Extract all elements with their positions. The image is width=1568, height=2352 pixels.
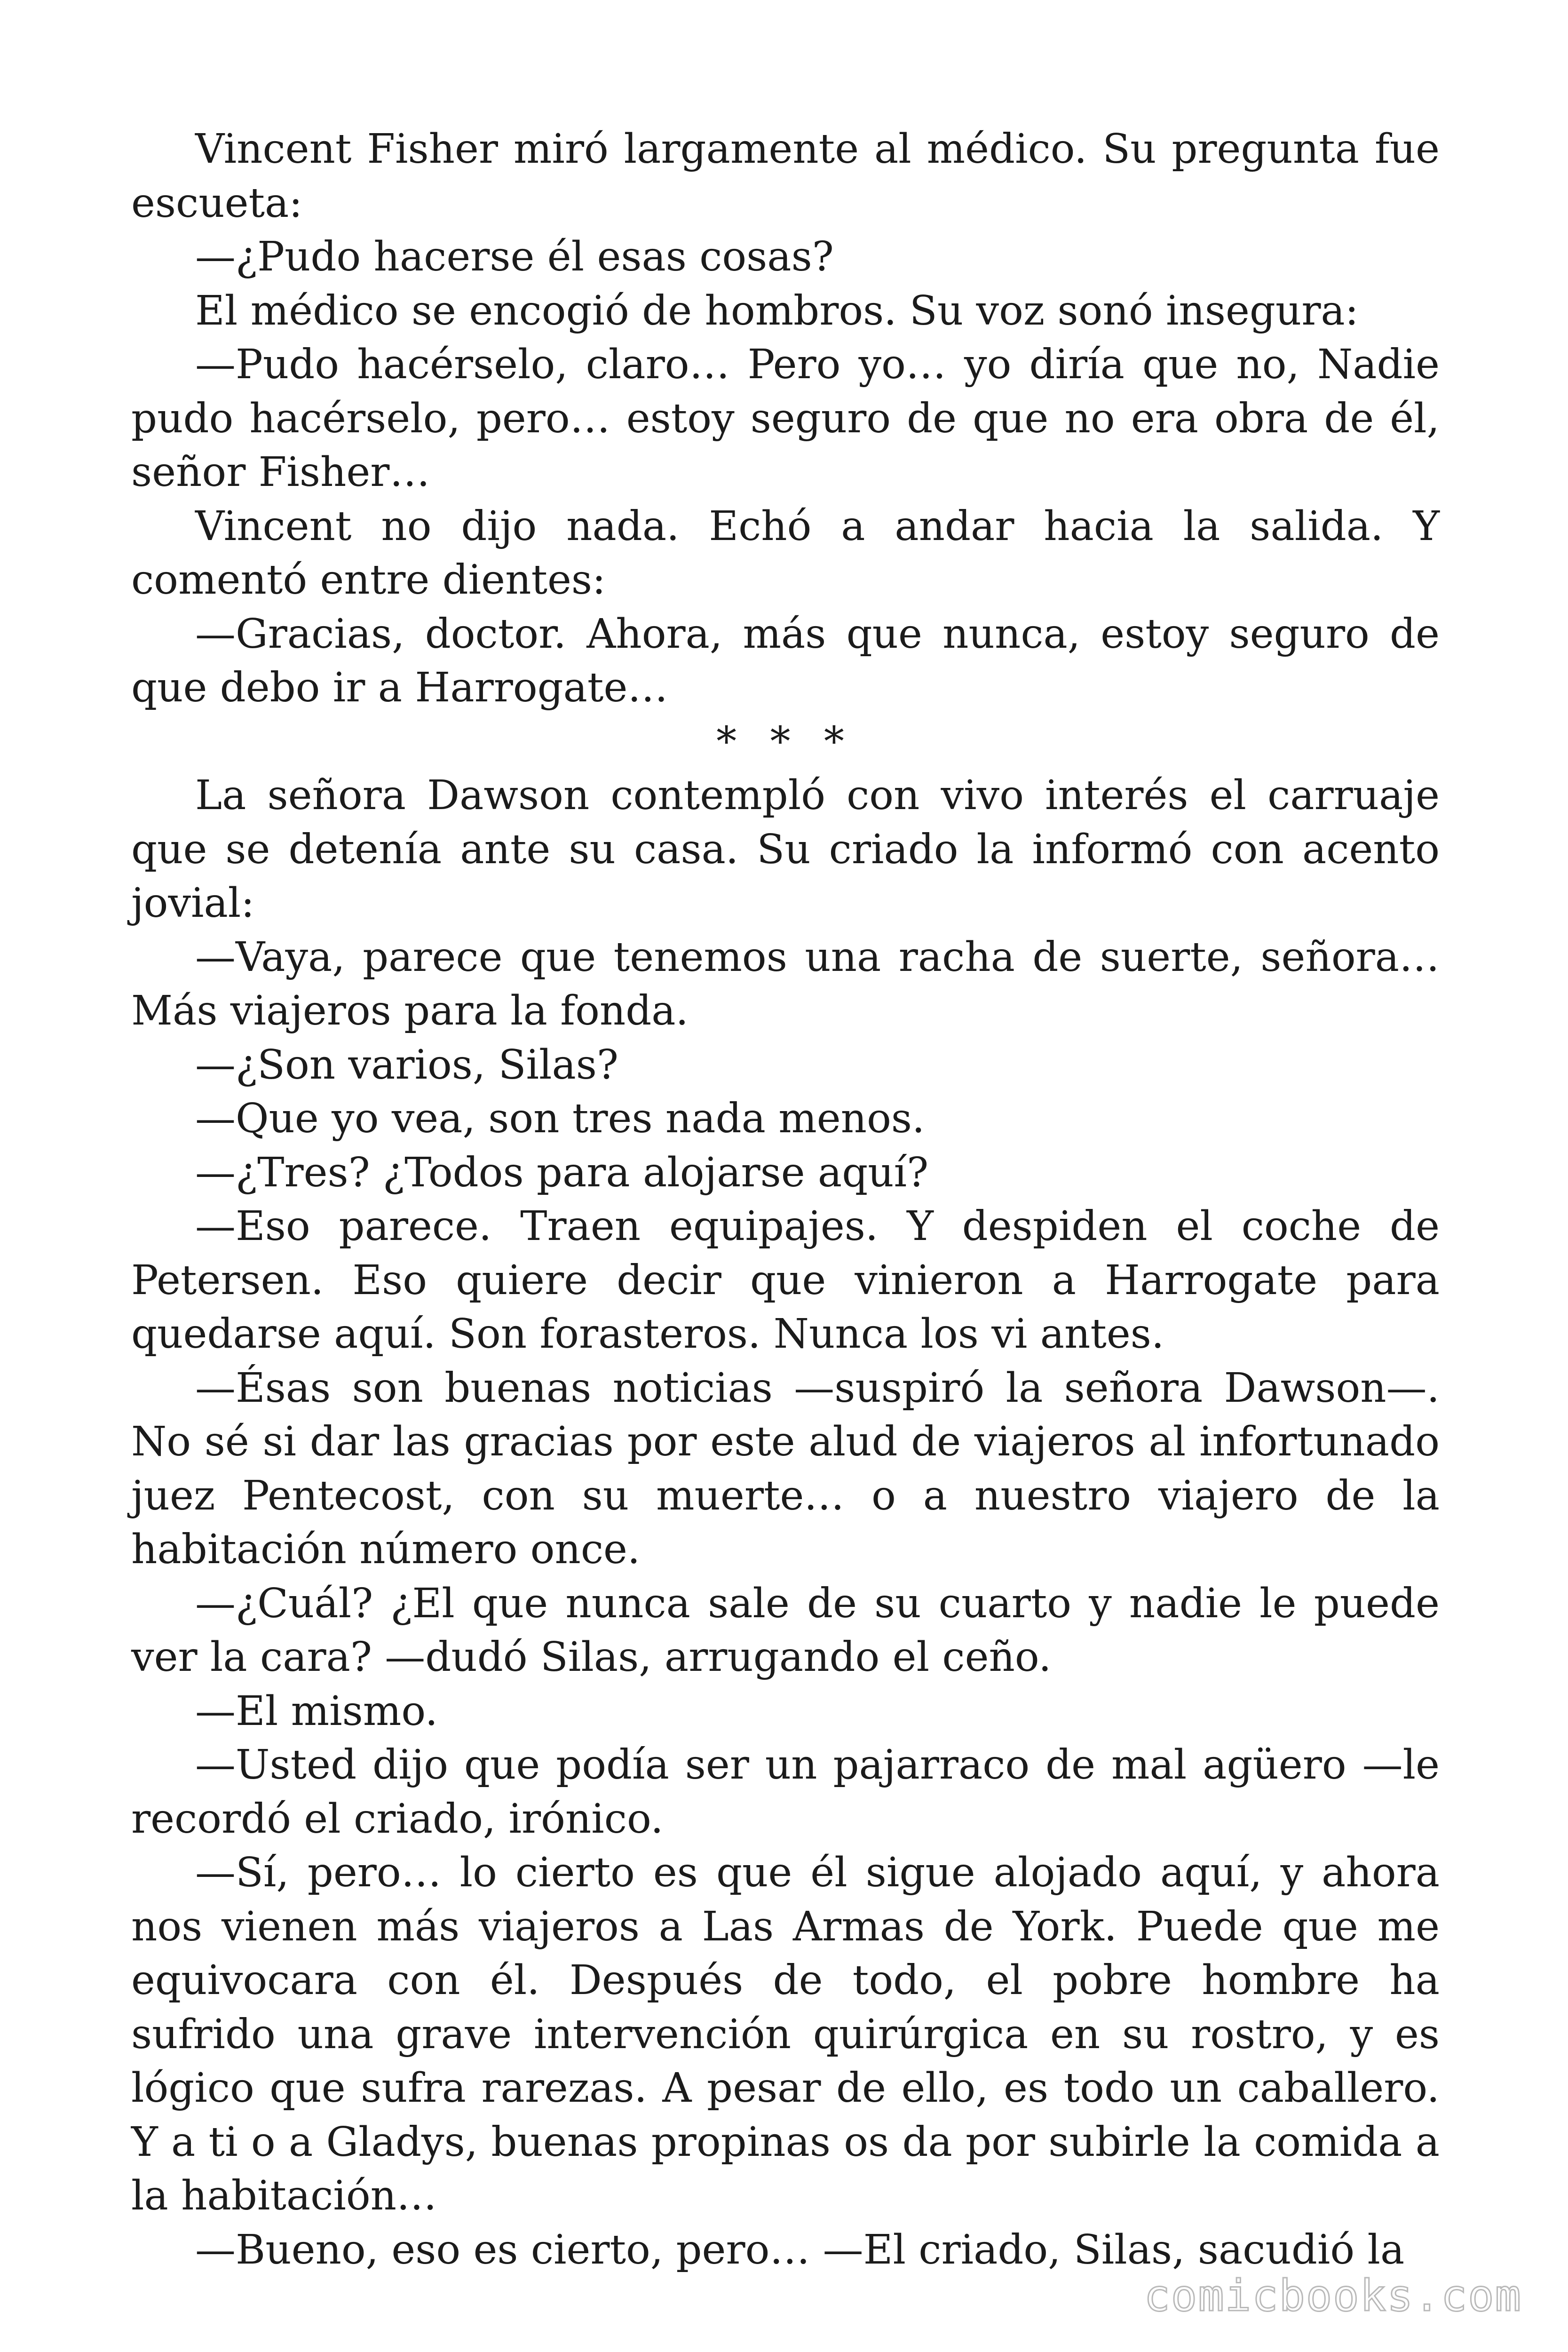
section-separator: * * * — [716, 718, 855, 765]
paragraph: —El mismo. — [195, 1687, 438, 1735]
paragraph: —¿Cuál? ¿El que nunca sale de su cuarto y nadie le puede ver la cara? —dudó Silas, arrugando el ceño. — [131, 1580, 1440, 1681]
paragraph: —Gracias, doctor. Ahora, más que nunca, estoy seguro de que debo ir a Harrogate… — [131, 610, 1440, 711]
page-body-text — [131, 122, 1440, 2277]
paragraph: Vincent no dijo nada. Echó a andar hacia la salida. Y comentó entre dientes: — [131, 502, 1440, 604]
paragraph: —Que yo vea, son tres nada menos. — [195, 1095, 925, 1142]
paragraph: —Pudo hacérselo, claro… Pero yo… yo diría que no, Nadie pudo hacérselo, pero… estoy seguro de que no era obra de él, señor Fisher… — [131, 341, 1440, 496]
paragraph: —¿Pudo hacerse él esas cosas? — [195, 233, 834, 280]
paragraph: —Bueno, eso es cierto, pero… —El criado, Silas, sacudió la — [195, 2226, 1405, 2273]
paragraph: El médico se encogió de hombros. Su voz sonó insegura: — [195, 287, 1359, 334]
paragraph: —¿Son varios, Silas? — [195, 1041, 619, 1089]
paragraph: —Sí, pero… lo cierto es que él sigue alojado aquí, y ahora nos vienen más viajeros a Las Armas de York. Puede que me equivocara con él. Después de todo, el pobre hombre ha sufrido una grave intervención quirúrgica en su rostro, y es lógico que sufra rarezas. A pesar de ello, es todo un caballero. Y a ti o a Gladys, buenas propinas os da por subirle la comida a la habitación… — [131, 1849, 1440, 2219]
paragraph: —Usted dijo que podía ser un pajarraco de mal agüero —le recordó el criado, irónico. — [131, 1741, 1440, 1843]
paragraph: —Ésas son buenas noticias —suspiró la señora Dawson—. No sé si dar las gracias por este alud de viajeros al infortunado juez Pentecost, con su muerte… o a nuestro viajero de la habitación número once. — [131, 1364, 1440, 1573]
paragraph: —Eso parece. Traen equipajes. Y despiden el coche de Petersen. Eso quiere decir que vinieron a Harrogate para quedarse aquí. Son forasteros. Nunca los vi antes. — [131, 1203, 1440, 1358]
watermark: comicbooks.com — [1144, 2271, 1522, 2321]
paragraph: —¿Tres? ¿Todos para alojarse aquí? — [195, 1149, 929, 1196]
paragraph: Vincent Fisher miró largamente al médico. Su pregunta fue escueta: — [131, 126, 1440, 227]
paragraph: La señora Dawson contempló con vivo interés el carruaje que se detenía ante su casa. Su criado la informó con acento jovial: — [131, 772, 1440, 927]
paragraph: —Vaya, parece que tenemos una racha de suerte, señora… Más viajeros para la fonda. — [131, 933, 1440, 1034]
